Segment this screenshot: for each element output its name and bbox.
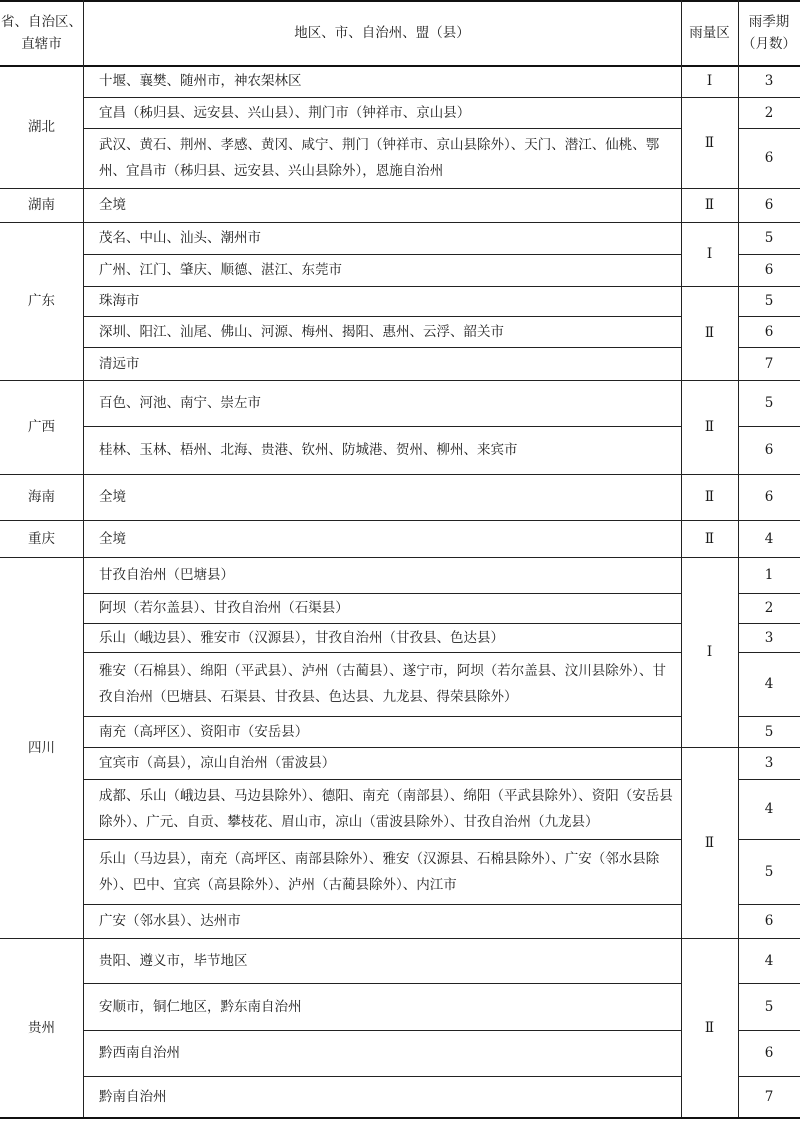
row-rule: [83, 316, 681, 317]
period-cell: [738, 65, 800, 97]
header-province-text: 省、自治区、直辖市: [1, 13, 82, 52]
zone-cell-text: Ⅱ: [704, 325, 715, 341]
zone-cell-text: Ⅱ: [704, 489, 715, 505]
row-rule: [83, 716, 681, 717]
zone-cell-text: Ⅱ: [704, 834, 715, 851]
area-cell-text: 武汉、黄石、荆州、孝感、黄冈、咸宁、荆门（钟祥市、京山县除外）、天门、潜江、仙桃、鄂州、宜昌市（秭归县、远安县、兴山县除外），恩施自治州: [99, 137, 660, 179]
zone-cell-text: Ⅰ: [706, 644, 713, 660]
row-rule: [738, 652, 800, 653]
period-cell-text: 3: [764, 73, 774, 89]
area-cell-text: 甘孜自治州（巴塘县）: [99, 567, 234, 583]
row-rule: [83, 593, 681, 594]
area-cell-text: 桂林、玉林、梧州、北海、贵港、钦州、防城港、贺州、柳州、来宾市: [99, 442, 518, 458]
period-cell-text: 7: [764, 1088, 774, 1105]
row-rule: [738, 286, 800, 287]
group-rule: [0, 474, 800, 475]
header-area: [83, 0, 681, 65]
province-cell-text: 广东: [28, 293, 55, 309]
period-cell: [738, 779, 800, 839]
period-cell: [738, 747, 800, 779]
period-cell: [738, 286, 800, 316]
header-period: [738, 0, 800, 65]
area-cell: [83, 380, 681, 426]
area-cell: [83, 593, 681, 623]
province-cell-text: 四川: [28, 739, 55, 756]
area-cell: [83, 983, 681, 1030]
area-cell-text: 南充（高坪区）、资阳市（安岳县）: [99, 723, 309, 740]
area-cell: [83, 65, 681, 97]
area-cell: [83, 97, 681, 128]
province-cell: [0, 188, 83, 222]
row-rule: [83, 347, 681, 348]
area-cell-text: 广州、江门、肇庆、顺德、湛江、东莞市: [99, 262, 342, 278]
period-cell-text: 4: [764, 530, 774, 547]
area-cell: [83, 938, 681, 983]
period-cell-text: 2: [764, 104, 774, 121]
header-zone-text: 雨量区: [689, 24, 730, 41]
period-cell: [738, 520, 800, 557]
area-cell: [83, 316, 681, 347]
area-cell-text: 广安（邻水县）、达州市: [99, 913, 241, 929]
row-rule: [738, 128, 800, 129]
row-rule: [83, 1030, 681, 1031]
area-cell: [83, 779, 681, 839]
group-rule: [0, 520, 800, 521]
area-cell-text: 百色、河池、南宁、崇左市: [99, 395, 261, 411]
area-cell-text: 全境: [99, 489, 126, 505]
period-cell-text: 1: [764, 567, 774, 583]
area-cell-text: 茂名、中山、汕头、潮州市: [99, 230, 261, 246]
table-top-rule: [0, 0, 800, 2]
area-cell-text: 全境: [99, 197, 126, 213]
area-cell: [83, 128, 681, 188]
zone-cell: [681, 520, 738, 557]
row-rule: [738, 316, 800, 317]
area-cell: [83, 426, 681, 474]
zone-cell: [681, 286, 738, 380]
row-rule: [83, 1076, 681, 1077]
period-cell-text: 6: [764, 442, 774, 458]
period-cell-text: 5: [764, 723, 774, 740]
row-rule: [738, 347, 800, 348]
zone-cell-text: Ⅱ: [704, 1019, 715, 1036]
zone-cell: [681, 65, 738, 97]
zone-rule: [681, 97, 738, 98]
period-cell: [738, 1076, 800, 1117]
province-cell-text: 湖南: [28, 197, 55, 213]
province-cell-text: 贵州: [28, 1019, 55, 1036]
zone-cell: [681, 747, 738, 938]
area-cell: [83, 904, 681, 938]
area-cell-text: 乐山（峨边县）、雅安市（汉源县），甘孜自治州（甘孜县、色达县）: [99, 629, 504, 646]
area-cell: [83, 222, 681, 254]
area-cell-text: 全境: [99, 530, 126, 547]
area-cell-text: 宜宾市（高县），凉山自治州（雷波县）: [99, 755, 336, 771]
area-cell-text: 黔西南自治州: [99, 1045, 180, 1061]
row-rule: [83, 904, 681, 905]
province-cell: [0, 520, 83, 557]
province-cell-text: 广西: [28, 419, 55, 435]
period-cell-text: 2: [764, 600, 774, 616]
period-cell-text: 6: [764, 150, 774, 166]
period-cell: [738, 716, 800, 747]
area-cell: [83, 716, 681, 747]
header-area-text: 地区、市、自治州、盟（县）: [294, 24, 470, 41]
zone-cell: [681, 557, 738, 747]
province-cell-text: 海南: [28, 489, 55, 505]
header-province: [0, 0, 83, 65]
row-rule: [83, 254, 681, 255]
group-rule: [0, 380, 800, 381]
zone-cell-text: Ⅰ: [706, 73, 713, 89]
period-cell: [738, 128, 800, 188]
row-rule: [738, 1076, 800, 1077]
period-cell: [738, 938, 800, 983]
period-cell-text: 7: [764, 355, 774, 372]
period-cell: [738, 188, 800, 222]
area-cell: [83, 254, 681, 286]
period-cell-text: 6: [764, 262, 774, 278]
area-cell: [83, 520, 681, 557]
period-cell: [738, 623, 800, 652]
zone-cell: [681, 188, 738, 222]
row-rule: [83, 286, 681, 287]
area-cell: [83, 747, 681, 779]
area-cell: [83, 652, 681, 716]
period-cell-text: 6: [764, 489, 774, 505]
period-cell: [738, 557, 800, 593]
zone-cell: [681, 222, 738, 286]
area-cell-text: 成都、乐山（峨边县、马边县除外）、德阳、南充（南部县）、绵阳（平武县除外）、资阳（安岳县除外）、广元、自贡、攀枝花、眉山市，凉山（雷波县除外）、甘孜自治州（九龙县）: [99, 788, 673, 830]
period-cell-text: 4: [764, 952, 774, 969]
row-rule: [83, 623, 681, 624]
period-cell: [738, 347, 800, 380]
area-cell-text: 安顺市，铜仁地区，黔东南自治州: [99, 998, 302, 1015]
period-cell-text: 3: [764, 755, 774, 771]
row-rule: [738, 839, 800, 840]
province-cell-text: 湖北: [28, 118, 55, 135]
row-rule: [83, 97, 681, 98]
period-cell-text: 6: [764, 913, 774, 929]
area-cell-text: 宜昌（秭归县、远安县、兴山县）、荆门市（钟祥市、京山县）: [99, 104, 471, 121]
row-rule: [83, 779, 681, 780]
period-cell-text: 5: [764, 230, 774, 246]
zone-rule: [681, 747, 738, 748]
row-rule: [738, 623, 800, 624]
period-cell-text: 6: [764, 323, 774, 340]
zone-cell: [681, 97, 738, 188]
row-rule: [738, 747, 800, 748]
period-cell: [738, 839, 800, 904]
period-cell: [738, 380, 800, 426]
table-bottom-rule: [0, 1117, 800, 1119]
area-cell-text: 雅安（石棉县）、绵阳（平武县）、泸州（古蔺县）、遂宁市，阿坝（若尔盖县、汶川县除外）、甘孜自治州（巴塘县、石渠县、甘孜县、色达县、九龙县、得荣县除外）: [99, 663, 666, 705]
row-rule: [83, 426, 681, 427]
period-cell: [738, 652, 800, 716]
period-cell-text: 5: [764, 998, 774, 1015]
period-cell: [738, 97, 800, 128]
row-rule: [738, 254, 800, 255]
period-cell-text: 5: [764, 293, 774, 309]
group-rule: [0, 188, 800, 189]
period-cell: [738, 983, 800, 1030]
period-cell: [738, 254, 800, 286]
province-cell: [0, 222, 83, 380]
row-rule: [738, 1030, 800, 1031]
period-cell-text: 4: [764, 676, 774, 692]
zone-cell-text: Ⅱ: [704, 530, 715, 547]
row-rule: [738, 779, 800, 780]
area-cell: [83, 188, 681, 222]
area-cell-text: 阿坝（若尔盖县）、甘孜自治州（石渠县）: [99, 600, 349, 616]
row-rule: [738, 593, 800, 594]
area-cell: [83, 839, 681, 904]
period-cell: [738, 222, 800, 254]
period-cell-text: 5: [764, 395, 774, 411]
province-cell: [0, 474, 83, 520]
period-cell: [738, 1030, 800, 1076]
area-cell-text: 黔南自治州: [99, 1088, 167, 1105]
header-bottom-rule: [0, 65, 800, 67]
period-cell-text: 4: [764, 801, 774, 817]
zone-cell-text: Ⅱ: [704, 197, 715, 213]
period-cell: [738, 316, 800, 347]
zone-cell-text: Ⅱ: [704, 419, 715, 435]
row-rule: [738, 983, 800, 984]
row-rule: [83, 747, 681, 748]
period-cell: [738, 904, 800, 938]
row-rule: [738, 904, 800, 905]
period-cell-text: 3: [764, 629, 774, 646]
group-rule: [0, 938, 800, 939]
period-cell-text: 5: [764, 863, 774, 880]
row-rule: [83, 128, 681, 129]
period-cell-text: 6: [764, 197, 774, 213]
period-cell: [738, 426, 800, 474]
zone-rule: [681, 286, 738, 287]
area-cell: [83, 557, 681, 593]
header-zone: [681, 0, 738, 65]
province-cell: [0, 380, 83, 474]
area-cell: [83, 286, 681, 316]
area-cell-text: 乐山（马边县），南充（高坪区、南部县除外）、雅安（汉源县、石棉县除外）、广安（邻水县除外）、巴中、宜宾（高县除外）、泸州（古蔺县除外）、内江市: [99, 850, 660, 893]
row-rule: [738, 426, 800, 427]
zone-cell-text: Ⅰ: [706, 246, 713, 262]
group-rule: [0, 222, 800, 223]
row-rule: [83, 983, 681, 984]
area-cell: [83, 474, 681, 520]
row-rule: [738, 97, 800, 98]
area-cell-text: 十堰、襄樊、随州市，神农架林区: [99, 73, 302, 89]
row-rule: [738, 716, 800, 717]
area-cell: [83, 623, 681, 652]
area-cell: [83, 1030, 681, 1076]
period-cell: [738, 474, 800, 520]
area-cell-text: 清远市: [99, 355, 140, 372]
province-cell: [0, 65, 83, 188]
header-period-text: 雨季期（月数）: [742, 13, 796, 52]
column-rule-zone: [681, 0, 682, 1117]
area-cell: [83, 347, 681, 380]
period-cell-text: 6: [764, 1045, 774, 1061]
column-rule-period: [738, 0, 739, 1117]
row-rule: [83, 652, 681, 653]
area-cell: [83, 1076, 681, 1117]
zone-cell-text: Ⅱ: [704, 134, 715, 151]
province-cell: [0, 557, 83, 938]
group-rule: [0, 557, 800, 558]
area-cell-text: 珠海市: [99, 293, 140, 309]
area-cell-text: 贵阳、遵义市，毕节地区: [99, 952, 248, 969]
row-rule: [83, 839, 681, 840]
period-cell: [738, 593, 800, 623]
column-rule-area: [83, 0, 84, 1117]
zone-cell: [681, 474, 738, 520]
province-cell: [0, 938, 83, 1117]
zone-cell: [681, 938, 738, 1117]
area-cell-text: 深圳、阳江、汕尾、佛山、河源、梅州、揭阳、惠州、云浮、韶关市: [99, 323, 504, 340]
province-cell-text: 重庆: [28, 530, 55, 547]
zone-cell: [681, 380, 738, 474]
